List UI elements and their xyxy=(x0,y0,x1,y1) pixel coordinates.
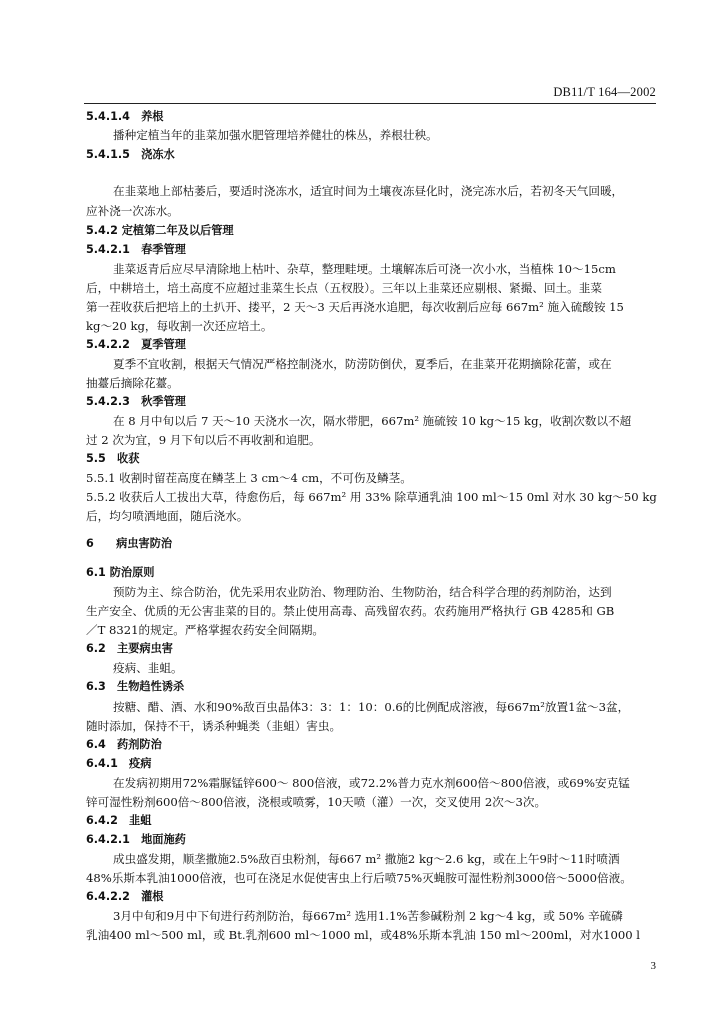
heading-6-2: 6.2 主要病虫害 xyxy=(86,642,173,655)
paragraph-line: 韭菜返青后应尽早清除地上枯叶、杂草，整理畦埂。土壤解冻后可浇一次小水，当植株 10～15cm xyxy=(113,262,616,276)
heading-5-4-2-2: 5.4.2.2 夏季管理 xyxy=(86,338,186,351)
paragraph-line: 生产安全、优质的无公害韭菜的目的。禁止使用高毒、高残留农药。农药施用严格执行 GB 4285和 GB xyxy=(86,604,615,618)
heading-6-4-1: 6.4.1 疫病 xyxy=(86,757,152,770)
paragraph-line: 锌可湿性粉剂600倍～800倍液，浇根或喷雾，10天喷（灌）一次，交叉使用 2次～3次。 xyxy=(86,795,547,809)
paragraph-line: 过 2 次为宜，9 月下旬以后不再收割和追肥。 xyxy=(86,433,321,447)
paragraph-line: 播种定植当年的韭菜加强水肥管理培养健壮的株丛，养根壮秧。 xyxy=(113,128,438,142)
heading-6-4: 6.4 药剂防治 xyxy=(86,738,162,751)
paragraph-line: 夏季不宜收割，根据天气情况严格控制浇水，防涝防倒伏，夏季后，在韭菜开花期摘除花蕾，或在 xyxy=(113,357,612,371)
heading-5-4-2-3: 5.4.2.3 秋季管理 xyxy=(86,395,186,408)
paragraph-line: 乳油400 ml～500 ml，或 Bt.乳剂600 ml～1000 ml，或48%乐斯本乳油 150 ml～200ml，对水1000 l xyxy=(86,928,640,942)
heading-6-4-2: 6.4.2 韭蛆 xyxy=(86,814,152,827)
paragraph-line: kg～20 kg，每收割一次还应培土。 xyxy=(86,319,273,333)
heading-5-4-1-4: 5.4.1.4 养根 xyxy=(86,110,164,123)
paragraph-line: 后，中耕培土，培土高度不应超过韭菜生长点（五杈股）。三年以上韭菜还应剔根、紧撮、回土。韭菜 xyxy=(86,281,602,295)
heading-6-4-2-1: 6.4.2.1 地面施药 xyxy=(86,833,186,846)
paragraph-line: 5.5.2 收获后人工拔出大草，待愈伤后，每 667m² 用 33% 除草通乳油 100 ml～15 0ml 对水 30 kg～50 kg xyxy=(86,490,657,504)
paragraph-line: 3月中旬和9月中下旬进行药剂防治，每667m² 选用1.1%苦参碱粉剂 2 kg～4 kg，或 50% 辛硫磷 xyxy=(113,909,623,923)
heading-5-4-1-5: 5.4.1.5 浇冻水 xyxy=(86,148,175,161)
paragraph-line: 预防为主、综合防治，优先采用农业防治、物理防治、生物防治，结合科学合理的药剂防治，达到 xyxy=(113,585,612,599)
page-number: 3 xyxy=(650,960,656,972)
header-rule xyxy=(84,103,656,104)
paragraph-line: 在 8 月中旬以后 7 天～10 天浇水一次，隔水带肥，667m² 施硫铵 10 kg～15 kg，收割次数以不超 xyxy=(113,414,632,428)
paragraph-line: 疫病、韭蛆。 xyxy=(113,661,183,675)
heading-5-5: 5.5 收获 xyxy=(86,452,140,465)
heading-5-4-2-1: 5.4.2.1 春季管理 xyxy=(86,243,186,256)
heading-6-1: 6.1 防治原则 xyxy=(86,566,155,579)
paragraph-line: 第一茬收获后把培上的土扒开、搂平，2 天～3 天后再浇水追肥，每次收割后应每 667m² 施入硫酸铵 15 xyxy=(86,300,624,314)
paragraph-line: 按糖、醋、酒、水和90%敌百虫晶体3：3：1：10：0.6的比例配成溶液，每667m²放置1盆～3盆， xyxy=(113,700,630,714)
paragraph-line: 5.5.1 收割时留茬高度在鳞茎上 3 cm～4 cm，不可伤及鳞茎。 xyxy=(86,471,412,485)
paragraph-line: 在发病初期用72%霜脲锰锌600～ 800倍液，或72.2%普力克水剂600倍～800倍液，或69%安克锰 xyxy=(113,776,630,790)
paragraph-line: 后，均匀喷洒地面，随后浇水。 xyxy=(86,509,249,523)
paragraph-line: 48%乐斯本乳油1000倍液，也可在浇足水促使害虫上行后喷75%灭蝇胺可湿性粉剂3000倍～5000倍液。 xyxy=(86,871,632,885)
paragraph-line: ／T 8321的规定。严格掌握农药安全间隔期。 xyxy=(86,623,325,637)
heading-6-4-2-2: 6.4.2.2 灌根 xyxy=(86,890,164,903)
heading-5-4-2: 5.4.2 定植第二年及以后管理 xyxy=(86,224,234,237)
paragraph-line: 抽薹后摘除花薹。 xyxy=(86,376,179,390)
paragraph-line: 应补浇一次冻水。 xyxy=(86,204,179,218)
document-code: DB11/T 164—2002 xyxy=(553,85,656,99)
paragraph-line: 随时添加，保持不干，诱杀种蝇类（韭蛆）害虫。 xyxy=(86,719,342,733)
heading-6-3: 6.3 生物趋性诱杀 xyxy=(86,680,185,693)
paragraph-line: 在韭菜地上部枯萎后，要适时浇冻水，适宜时间为土壤夜冻昼化时，浇完冻水后，若初冬天气回暖， xyxy=(113,184,624,198)
heading-6: 6 病虫害防治 xyxy=(86,537,173,550)
paragraph-line: 成虫盛发期，顺垄撒施2.5%敌百虫粉剂，每667 m² 撒施2 kg～2.6 kg，或在上午9时～11时喷洒 xyxy=(113,852,620,866)
